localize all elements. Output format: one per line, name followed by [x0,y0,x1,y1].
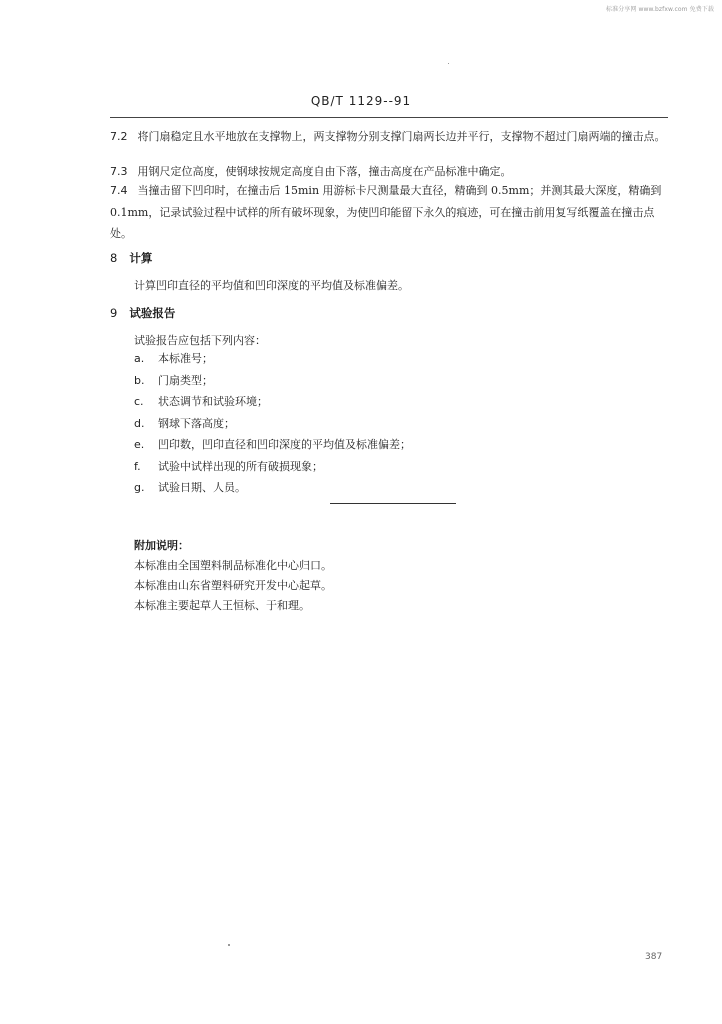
item-text: 凹印数，凹印直径和凹印深度的平均值及标准偏差； [158,438,411,451]
item-letter: c. [134,395,144,408]
clause-text: 将门扇稳定且水平地放在支撑物上，两支撑物分别支撑门扇两长边并平行，支撑物不超过门扇两端的撞击点。 [137,130,666,143]
item-text: 门扇类型； [158,373,213,387]
list-item [134,350,411,372]
watermark-text: 标准分享网 www.bzfxw.com 免费下载 [606,6,714,13]
end-of-standard-rule [330,503,456,504]
section-8-text: 计算凹印直径的平均值和凹印深度的平均值及标准偏差。 [134,279,409,292]
item-text: 试验日期、人员。 [158,481,246,494]
clause-number: 7.2 [110,130,128,143]
section-9-intro: 试验报告应包括下列内容： [134,334,266,347]
scan-speck [228,944,230,946]
additional-note-line: 本标准由全国塑料制品标准化中心归口。 [134,559,332,572]
item-letter: b. [134,373,145,387]
header-rule [110,117,668,118]
clause-7-4 [110,180,670,245]
item-letter: g. [134,481,145,494]
section-title: 试验报告 [129,306,176,320]
item-letter: a. [134,352,145,365]
clause-number: 7.4 [110,184,128,197]
list-item [134,458,411,480]
item-letter: d. [134,416,145,430]
standard-code-header: QB/T 1129--91 [310,94,412,108]
item-text: 状态调节和试验环境； [158,395,268,408]
list-item [134,372,411,394]
section-number: 9 [110,306,118,320]
item-text: 钢球下落高度； [158,416,235,430]
additional-note-line: 本标准主要起草人王恒标、于和理。 [134,599,310,612]
clause-7-2 [110,126,670,148]
section-number: 8 [110,251,118,265]
item-letter: f. [134,459,141,473]
clause-text: 当撞击留下凹印时，在撞击后 15min 用游标卡尺测量最大直径，精确到 0.5mm；并测其最大深度，精确到 0.1mm，记录试验过程中试样的所有破坏现象，为使凹印能留下永久的痕迹，可在撞击前用复写纸覆盖在撞击点处。 [110,184,662,240]
report-content-list [134,350,411,501]
item-letter: e. [134,438,145,451]
item-text: 本标准号； [158,352,213,365]
item-text: 试验中试样出现的所有破损现象； [158,459,323,473]
clause-text: 用钢尺定位高度，使钢球按规定高度自由下落，撞击高度在产品标准中确定。 [137,165,512,178]
list-item [134,479,411,501]
additional-notes-title: 附加说明： [134,539,189,552]
section-9-heading [110,305,175,321]
page-number: 387 [645,952,663,962]
list-item [134,415,411,437]
clause-number: 7.3 [110,165,128,178]
list-item [134,436,411,458]
section-8-heading [110,250,152,266]
additional-note-line: 本标准由山东省塑料研究开发中心起草。 [134,579,332,592]
list-item [134,393,411,415]
scan-speck [448,63,449,64]
section-title: 计算 [129,251,153,265]
